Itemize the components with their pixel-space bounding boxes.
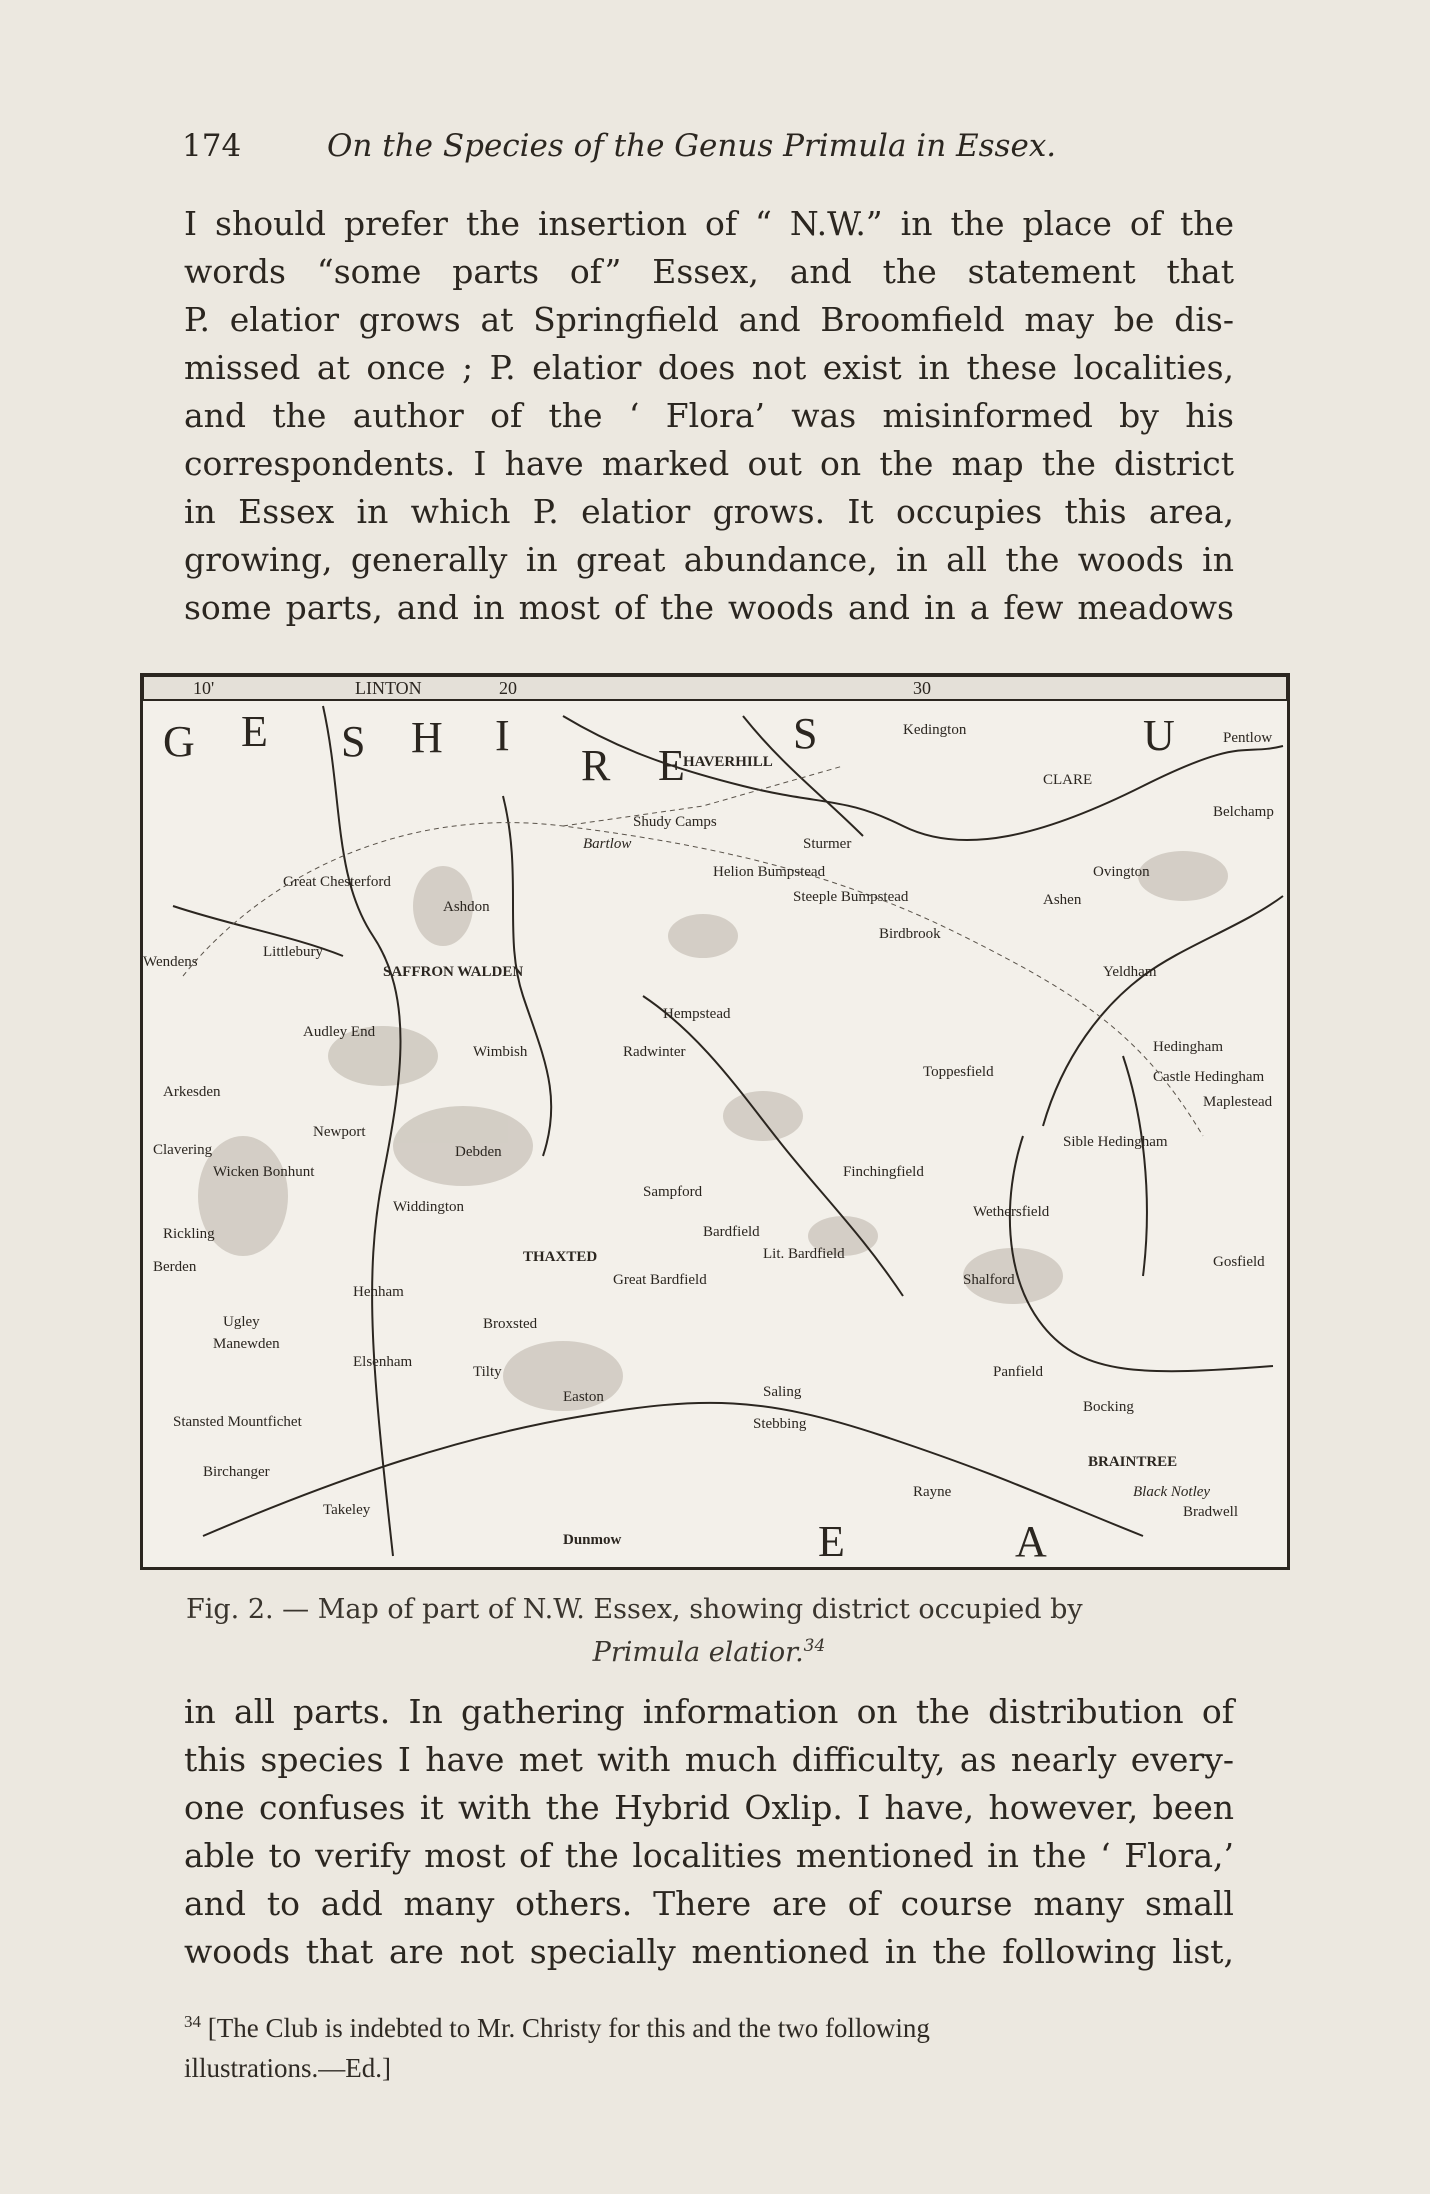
map-place-label: Wendens <box>143 954 198 970</box>
map-place-label: Gosfield <box>1213 1254 1265 1270</box>
map-place-label: Bradwell <box>1183 1504 1238 1520</box>
map-label-linton: LINTON <box>355 678 422 698</box>
map-place-label: Wicken Bonhunt <box>213 1164 315 1180</box>
map-place-label: Maplestead <box>1203 1094 1273 1110</box>
map-place-label: Stansted Mountfichet <box>173 1414 302 1430</box>
figure-caption <box>186 1592 1232 1671</box>
map-place-label: Lit. Bardfield <box>763 1246 845 1262</box>
map-place-label: Clavering <box>153 1142 213 1158</box>
map-place-label: Littlebury <box>263 944 323 960</box>
text-line: one confuses it with the Hybrid Oxlip. I have, however, been <box>184 1788 1234 1827</box>
map-place-label: Newport <box>313 1124 366 1140</box>
map-place-label: Toppesfield <box>923 1064 994 1080</box>
map-place-label: Henham <box>353 1284 404 1300</box>
text-line: in all parts. In gathering information on the distribution of <box>184 1692 1234 1731</box>
map-place-label: E <box>818 1517 845 1566</box>
map-place-label: U <box>1143 711 1175 760</box>
map-place-label: Easton <box>563 1389 604 1405</box>
map-place-label: S <box>341 717 366 766</box>
map-place-label: Tilty <box>473 1364 502 1380</box>
map-place-label: E <box>241 707 268 756</box>
map-place-label: Wethersfield <box>973 1204 1050 1220</box>
map-place-label: HAVERHILL <box>683 754 773 770</box>
map-place-label: Elsenham <box>353 1354 413 1370</box>
map-place-label: Berden <box>153 1259 197 1275</box>
paragraph-bottom <box>184 1688 1234 1976</box>
map-place-label: Birdbrook <box>879 926 941 942</box>
map-place-label: Hempstead <box>663 1006 731 1022</box>
text-line: this species I have met with much difficulty, as nearly every- <box>184 1740 1234 1779</box>
map-place-label: Manewden <box>213 1336 280 1352</box>
caption-species: Primula elatior. <box>592 1637 804 1668</box>
text-line: and to add many others. There are of course many small <box>184 1884 1234 1923</box>
map-place-label: Kedington <box>903 722 967 738</box>
map-place-label: Stebbing <box>753 1416 807 1432</box>
map-place-label: Sible Hedingham <box>1063 1134 1168 1150</box>
map-place-label: Helion Bumpstead <box>713 864 826 880</box>
map-place-label: Shalford <box>963 1272 1015 1288</box>
map-place-label: Belchamp <box>1213 804 1274 820</box>
map-place-label: BRAINTREE <box>1088 1454 1178 1470</box>
map-place-label: Audley End <box>303 1024 376 1040</box>
essex-map-figure <box>140 673 1290 1570</box>
map-place-label: Sampford <box>643 1184 703 1200</box>
footnote-text-1: [The Club is indebted to Mr. Christy for this and the two following <box>207 2013 930 2043</box>
running-title: On the Species of the Genus Primula in Essex. <box>327 128 1057 164</box>
text-line: some parts, and in most of the woods and in a few meadows <box>184 588 1234 627</box>
text-line: growing, generally in great abundance, in all the woods in <box>184 540 1234 579</box>
map-place-label: Wimbish <box>473 1044 528 1060</box>
map-place-label: Birchanger <box>203 1464 270 1480</box>
map-place-label: Dunmow <box>563 1532 622 1548</box>
map-place-label: Yeldham <box>1103 964 1157 980</box>
text-line: P. elatior grows at Springfield and Broomfield may be dis- <box>184 300 1234 339</box>
map-place-label: Bocking <box>1083 1399 1134 1415</box>
map-place-label: Great Bardfield <box>613 1272 707 1288</box>
map-place-label: Bardfield <box>703 1224 760 1240</box>
text-line: correspondents. I have marked out on the map the district <box>184 444 1234 483</box>
map-place-label: Pentlow <box>1223 730 1273 746</box>
map-place-label: Black Notley <box>1133 1484 1211 1500</box>
page-number: 174 <box>182 128 242 164</box>
map-drawing <box>143 676 1287 1567</box>
footnote-line-2: illustrations.—Ed.] <box>184 2053 391 2083</box>
map-place-label: Ashdon <box>443 899 490 915</box>
map-place-label: Saling <box>763 1384 802 1400</box>
map-place-label: Rickling <box>163 1226 215 1242</box>
map-place-label: Castle Hedingham <box>1153 1069 1265 1085</box>
map-place-label: CLARE <box>1043 772 1093 788</box>
paragraph-top <box>184 200 1234 632</box>
text-line: in Essex in which P. elatior grows. It occupies this area, <box>184 492 1234 531</box>
text-line: and the author of the ‘ Flora’ was misinformed by his <box>184 396 1234 435</box>
map-place-label: E <box>658 741 685 790</box>
text-line: I should prefer the insertion of “ N.W.” in the place of the <box>184 204 1234 243</box>
map-label-30: 30 <box>913 678 931 698</box>
map-place-label: Shudy Camps <box>633 814 717 830</box>
footnote-number: 34 <box>184 2012 201 2031</box>
map-place-label: S <box>793 709 818 758</box>
caption-footnote-ref: 34 <box>803 1636 826 1656</box>
map-place-label: Sturmer <box>803 836 852 852</box>
map-place-label: Takeley <box>323 1502 371 1518</box>
map-place-label: Ovington <box>1093 864 1150 880</box>
map-label-20: 20 <box>499 678 517 698</box>
map-place-label: H <box>411 713 443 762</box>
map-place-label: Steeple Bumpstead <box>793 889 909 905</box>
text-line: able to verify most of the localities mentioned in the ‘ Flora,’ <box>184 1836 1234 1875</box>
map-place-label: Rayne <box>913 1484 952 1500</box>
map-place-label: Radwinter <box>623 1044 686 1060</box>
map-place-label: Hedingham <box>1153 1039 1223 1055</box>
map-place-label: A <box>1015 1517 1047 1566</box>
map-place-label: Debden <box>455 1144 502 1160</box>
caption-line-2 <box>186 1628 1232 1671</box>
map-place-label: Broxsted <box>483 1316 538 1332</box>
text-line: missed at once ; P. elatior does not exist in these localities, <box>184 348 1234 387</box>
map-place-label: G <box>163 717 195 766</box>
caption-line-1: Fig. 2. — Map of part of N.W. Essex, showing district occupied by <box>186 1594 1083 1625</box>
map-place-label: Great Chesterford <box>283 874 391 890</box>
map-place-label: Ashen <box>1043 892 1082 908</box>
map-place-label: I <box>495 711 510 760</box>
map-place-label: Ugley <box>223 1314 260 1330</box>
text-line: words “some parts of” Essex, and the statement that <box>184 252 1234 291</box>
footnote-line-1 <box>184 2002 1244 2048</box>
map-place-label: Bartlow <box>583 836 632 852</box>
map-label-10: 10' <box>193 678 215 698</box>
map-place-names <box>143 722 1274 1548</box>
text-line: woods that are not specially mentioned in the following list, <box>184 1932 1234 1971</box>
footnote <box>184 2002 1244 2088</box>
map-place-label: Widdington <box>393 1199 465 1215</box>
map-place-label: Finchingfield <box>843 1164 924 1180</box>
running-header <box>182 128 1242 178</box>
map-place-label: THAXTED <box>523 1249 598 1265</box>
map-place-label: Arkesden <box>163 1084 221 1100</box>
map-place-label: Panfield <box>993 1364 1043 1380</box>
map-place-label: SAFFRON WALDEN <box>383 964 524 980</box>
map-place-label: R <box>581 741 611 790</box>
